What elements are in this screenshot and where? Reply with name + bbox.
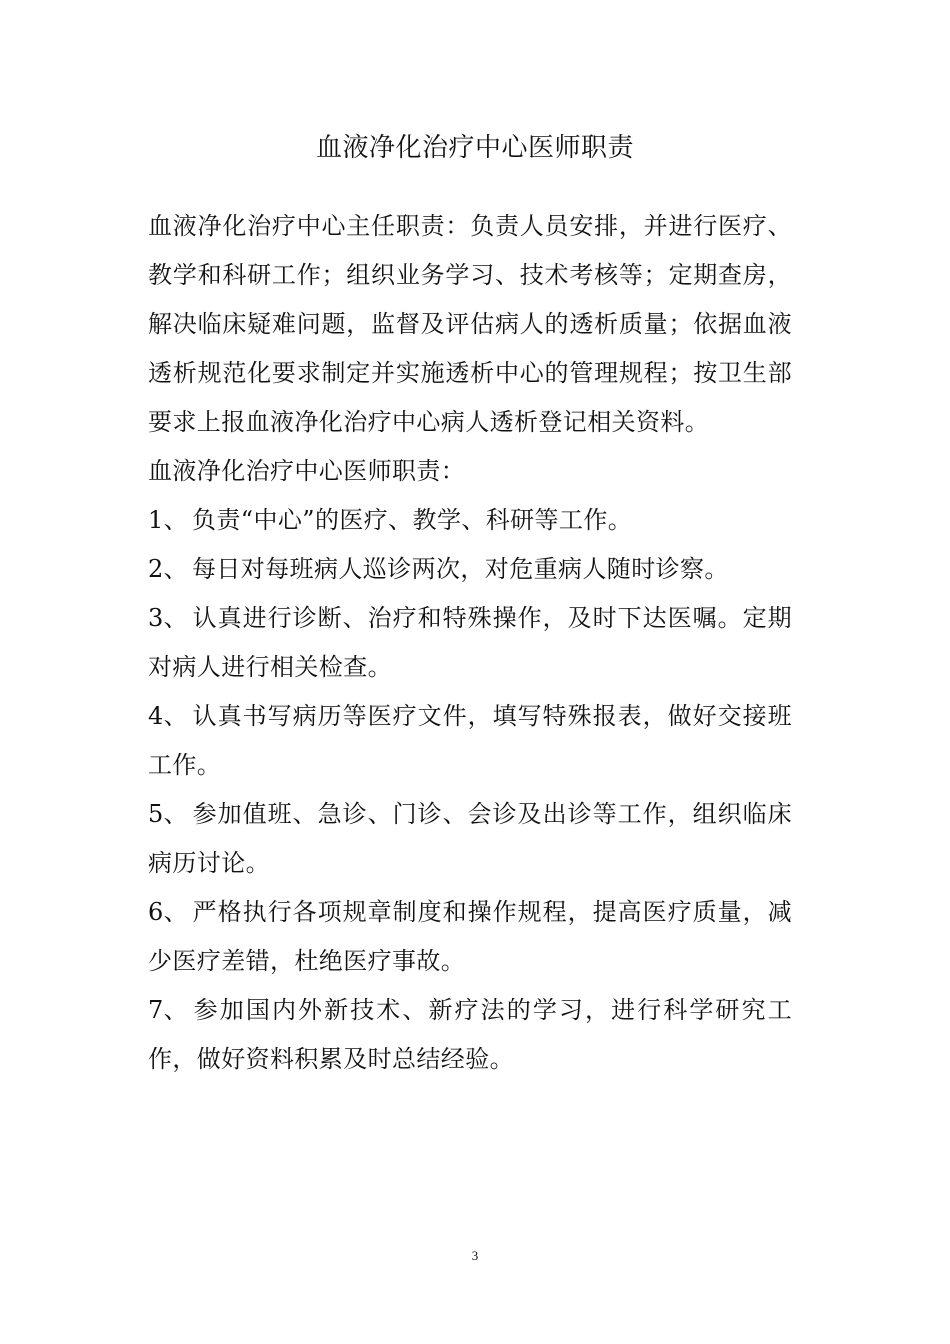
duty-item-3 — [148, 594, 792, 692]
duty-item-text: 认真书写病历等医疗文件，填写特殊报表，做好交接班工作。 — [148, 702, 792, 779]
director-duties-paragraph: 血液净化治疗中心主任职责：负责人员安排，并进行医疗、教学和科研工作；组织业务学习、技术考核等；定期查房，解决临床疑难问题，监督及评估病人的透析质量；依据血液透析规范化要求制定并实施透析中心的管理规程；按卫生部要求上报血液净化治疗中心病人透析登记相关资料。 — [148, 212, 792, 436]
duty-item-6 — [148, 888, 792, 986]
duty-item-4 — [148, 692, 792, 790]
document-title: 血液净化治疗中心医师职责 — [315, 133, 634, 163]
duty-item-2 — [148, 545, 792, 594]
duty-item-1 — [148, 496, 792, 545]
duty-item-text: 参加值班、急诊、门诊、会诊及出诊等工作，组织临床病历讨论。 — [148, 800, 792, 877]
duty-item-5 — [148, 790, 792, 888]
duty-item-number: 2、 — [148, 555, 189, 583]
duty-item-number: 7、 — [148, 996, 189, 1024]
document-body — [148, 202, 792, 1084]
duty-item-text: 参加国内外新技术、新疗法的学习，进行科学研究工作，做好资料积累及时总结经验。 — [148, 996, 792, 1073]
duty-item-number: 3、 — [148, 604, 189, 632]
duty-item-text: 严格执行各项规章制度和操作规程，提高医疗质量，减少医疗差错，杜绝医疗事故。 — [148, 898, 792, 975]
duty-item-number: 6、 — [148, 898, 189, 926]
duty-item-7 — [148, 986, 792, 1084]
duty-item-number: 1、 — [148, 506, 189, 534]
physician-duties-heading: 血液净化治疗中心医师职责： — [148, 457, 466, 485]
duty-item-number: 5、 — [148, 800, 189, 828]
duty-item-text: 认真进行诊断、治疗和特殊操作，及时下达医嘱。定期对病人进行相关检查。 — [148, 604, 792, 681]
duty-item-text: 每日对每班病人巡诊两次，对危重病人随时诊察。 — [192, 555, 729, 583]
duty-item-text: 负责“中心”的医疗、教学、科研等工作。 — [192, 506, 633, 534]
duty-item-number: 4、 — [148, 702, 189, 730]
page-number: 3 — [471, 1248, 479, 1263]
